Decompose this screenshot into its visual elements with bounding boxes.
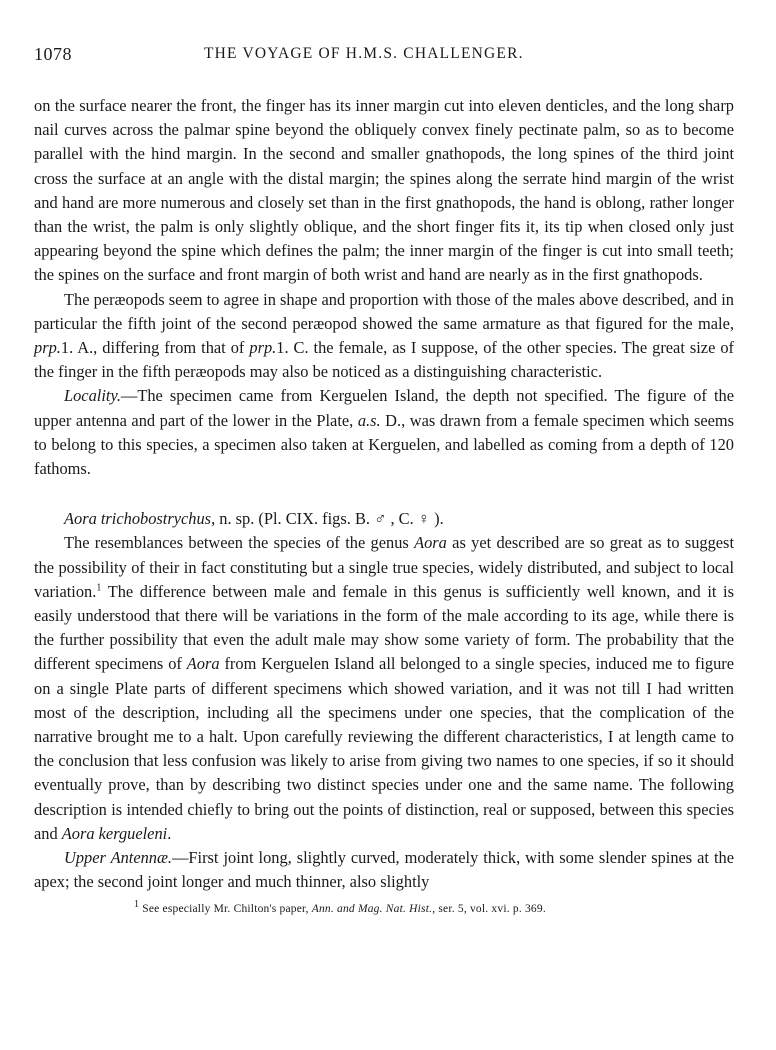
page-header bbox=[34, 44, 734, 66]
running-title: THE VOYAGE OF H.M.S. CHALLENGER. bbox=[204, 45, 524, 62]
page-number: 1078 bbox=[34, 44, 72, 64]
paragraph-upper-antennae: Upper Antennæ.—First joint long, slightly curved, moderately thick, with some slender spines at the apex; the second joint longer and much thinner, also slightly bbox=[34, 848, 734, 892]
paragraph-gnathopods: on the surface nearer the front, the finger has its inner margin cut into eleven denticles, and the long sharp nail curves across the palmar spine beyond the obliquely convex finely pectinate palm, so as to become parallel with the hind margin. In the second and smaller gnathopods, the long spines of the third joint cross the surface at an angle with the distal margin; the spines along the serrate hind margin of the wrist and hand are more numerous and closely set than in the first gnathopods, the hand is oblong, rather longer than the wrist, the palm is only slightly oblique, and the short finger fits it, its tip when closed only just appearing beyond the spine which defines the palm; the inner margin of the finger is cut into small teeth; the spines on the surface and front margin of both wrist and hand are nearly as in the first gnathopods. bbox=[34, 96, 734, 285]
document-page bbox=[34, 44, 734, 917]
footnote-marker: 1 bbox=[134, 898, 140, 910]
paragraph-locality: Locality.—The specimen came from Kerguelen Island, the depth not specified. The figure of the upper antenna and part of the lower in the Plate, a.s. D., was drawn from a female specimen which seems to belong to this species, a specimen also taken at Kerguelen, and labelled as coming from a depth of 120 fathoms. bbox=[34, 386, 734, 479]
paragraph-resemblances: The resemblances between the species of the genus Aora as yet described are so great as to suggest the possibility of their in fact constituting but a single true species, widely distributed, and subject to local variation.$^1$ The difference between male and female in this genus is sufficiently well known, and it is easily understood that there will be variations in the form of the male according to its age, while there is the further possibility that even the adult male may show some variety of form. The probability that the different specimens of Aora from Kerguelen Island all belonged to a single species, induced me to figure on a single Plate parts of different specimens which showed variation, and it was not till I had written most of the description, including all the specimens under one species, that the complication of the narrative brought me to a halt. Upon carefully reviewing the different characteristics, I at length came to the conclusion that less confusion was likely to arise from giving two names to one species, if so it should eventually prove, than by describing two distinct species under one and the same name. The following description is intended chiefly to bring out the points of distinction, real or supposed, between this species and Aora kergueleni. bbox=[34, 533, 734, 843]
footnote-reference: 1 bbox=[96, 582, 102, 594]
species-heading: Aora trichobostrychus, n. sp. (Pl. CIX. figs. B. ♂ , C. ♀ ). bbox=[64, 509, 444, 529]
section-spacer bbox=[34, 481, 734, 507]
paragraph-peraeopods: The peræopods seem to agree in shape and proportion with those of the males above described, and in particular the fifth joint of the second peræopod showed the same armature as that figured for the male, prp.1. A., differing from that of prp.1. C. the female, as I suppose, of the other species. The great size of the finger in the fifth peræopods may also be noticed as a distinguishing characteristic. bbox=[34, 289, 734, 382]
footnote: $^1$ See especially Mr. Chilton's paper, Ann. and Mag. Nat. Hist., ser. 5, vol. xvi. p. 369. bbox=[134, 898, 546, 915]
